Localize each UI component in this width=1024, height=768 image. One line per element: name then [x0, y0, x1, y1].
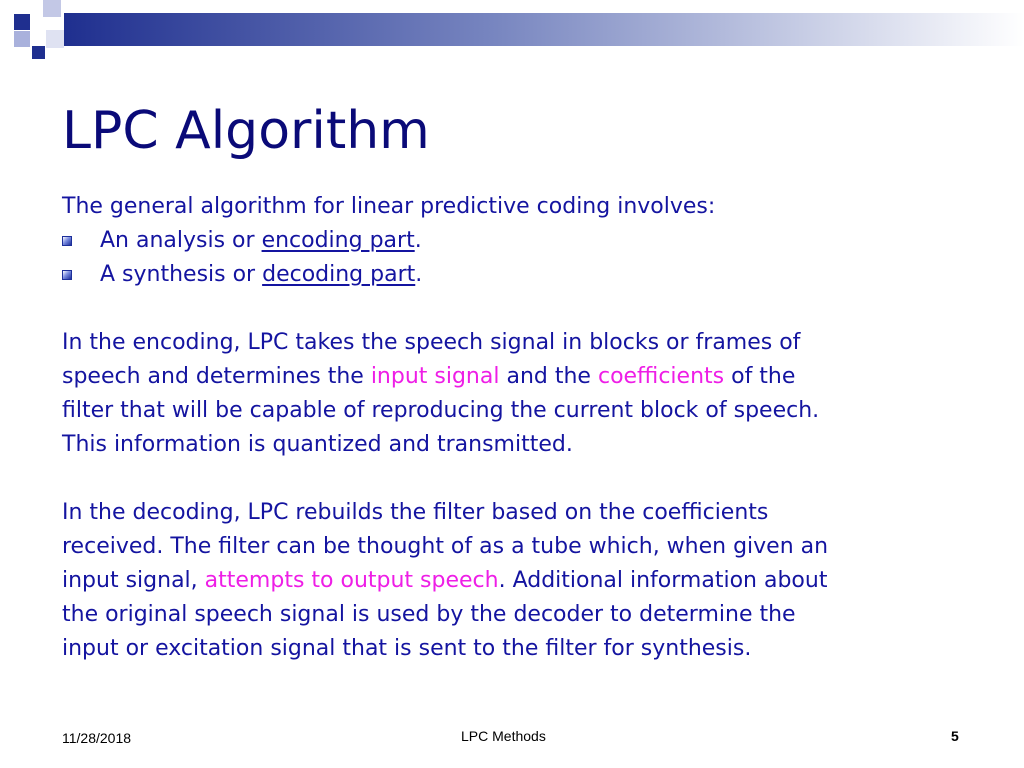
bullet-item-decoding: A synthesis or decoding part. — [62, 258, 1012, 292]
highlight-coefficients: coefficients — [597, 364, 725, 389]
highlight-attempts-to-output-speech: attempts to output speech — [204, 568, 499, 593]
slide-title: LPC Algorithm — [62, 101, 430, 161]
intro-text: The general algorithm for linear predictive coding involves: — [62, 194, 716, 219]
encoding-paragraph-line-4: This information is quantized and transmitted. — [62, 432, 573, 457]
footer-title: LPC Methods — [461, 728, 546, 744]
decoding-paragraph-line-2: received. The filter can be thought of as a tube which, when given an — [62, 534, 829, 559]
bullet-item-encoding: An analysis or encoding part. — [62, 224, 1012, 258]
encoding-paragraph-line-3: filter that will be capable of reproducing the current block of speech. — [62, 398, 820, 423]
square-bullet-icon — [62, 270, 72, 280]
deco-square-mid — [14, 31, 30, 47]
encoding-paragraph-line-1: In the encoding, LPC takes the speech signal in blocks or frames of — [62, 330, 801, 355]
decoding-paragraph-line-5: input or excitation signal that is sent to the filter for synthesis. — [62, 636, 752, 661]
header-gradient-band — [64, 13, 1024, 46]
spacer — [62, 462, 1012, 496]
encoding-part-link[interactable]: encoding part — [261, 228, 415, 253]
decoding-paragraph-line-4: the original speech signal is used by the decoder to determine the — [62, 602, 796, 627]
footer-date: 11/28/2018 — [62, 730, 132, 746]
decoding-paragraph-line-3: input signal, attempts to output speech. Additional information about — [62, 568, 828, 593]
deco-square-pale — [46, 30, 64, 48]
deco-square-small — [32, 46, 45, 59]
decoding-paragraph-line-1: In the decoding, LPC rebuilds the filter based on the coefficients — [62, 500, 769, 525]
header-decoration — [0, 0, 1024, 64]
slide-body — [62, 190, 1012, 666]
slide-number: 5 — [951, 728, 959, 744]
decoding-part-link[interactable]: decoding part — [262, 262, 416, 287]
square-bullet-icon — [62, 236, 72, 246]
deco-square-light — [43, 0, 61, 17]
deco-square-dark — [14, 14, 30, 30]
highlight-input-signal: input signal — [370, 364, 500, 389]
spacer — [62, 292, 1012, 326]
encoding-paragraph-line-2: speech and determines the input signal and the coefficients of the — [62, 364, 796, 389]
